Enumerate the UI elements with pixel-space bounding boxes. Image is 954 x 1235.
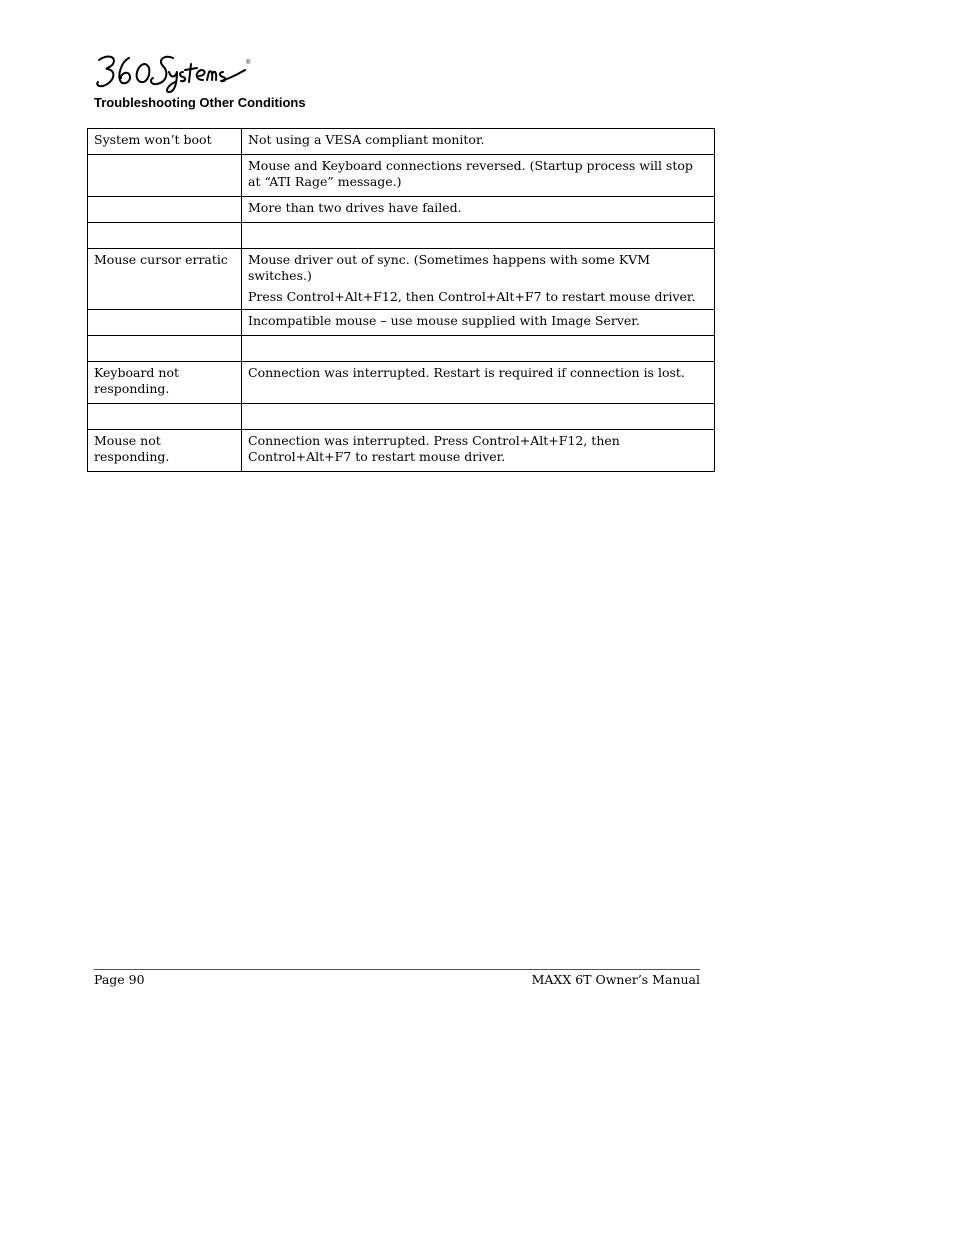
section-title: Troubleshooting Other Conditions (94, 95, 306, 110)
condition-cell: Mouse cursor erratic (88, 249, 242, 310)
condition-cell (88, 155, 242, 197)
table-row (88, 336, 715, 362)
cause-cell: Incompatible mouse – use mouse supplied with Image Server. (242, 310, 715, 336)
cause-cell: Connection was interrupted. Restart is required if connection is lost. (242, 362, 715, 404)
table-row (88, 155, 715, 197)
table-row (88, 129, 715, 155)
footer-divider (94, 969, 700, 970)
cause-cell: Mouse and Keyboard connections reversed. (Startup process will stop at “ATI Rage” message.) (242, 155, 715, 197)
table-row (88, 362, 715, 404)
page-number: Page 90 (94, 972, 145, 987)
cause-cell (242, 249, 715, 310)
condition-cell (88, 310, 242, 336)
table-row (88, 430, 715, 472)
cause-cell: Connection was interrupted. Press Control+Alt+F12, then Control+Alt+F7 to restart mouse driver. (242, 430, 715, 472)
cause-cell (242, 404, 715, 430)
condition-cell: Keyboard not responding. (88, 362, 242, 404)
table-row (88, 404, 715, 430)
cause-cell: More than two drives have failed. (242, 197, 715, 223)
registered-mark: ® (246, 60, 251, 66)
condition-cell (88, 336, 242, 362)
company-logo (95, 50, 255, 95)
condition-cell: System won’t boot (88, 129, 242, 155)
troubleshooting-table (87, 128, 715, 472)
table-row (88, 249, 715, 310)
table-row (88, 197, 715, 223)
condition-cell (88, 197, 242, 223)
condition-cell: Mouse not responding. (88, 430, 242, 472)
table-row (88, 310, 715, 336)
cause-line: Mouse driver out of sync. (Sometimes happens with some KVM switches.) (248, 252, 651, 283)
cause-cell: Not using a VESA compliant monitor. (242, 129, 715, 155)
manual-title: MAXX 6T Owner’s Manual (531, 972, 700, 987)
cause-cell (242, 223, 715, 249)
condition-cell (88, 404, 242, 430)
cause-line: Press Control+Alt+F12, then Control+Alt+F7 to restart mouse driver. (248, 289, 696, 304)
logo-script-icon (95, 50, 255, 95)
condition-cell (88, 223, 242, 249)
table-row (88, 223, 715, 249)
cause-cell (242, 336, 715, 362)
